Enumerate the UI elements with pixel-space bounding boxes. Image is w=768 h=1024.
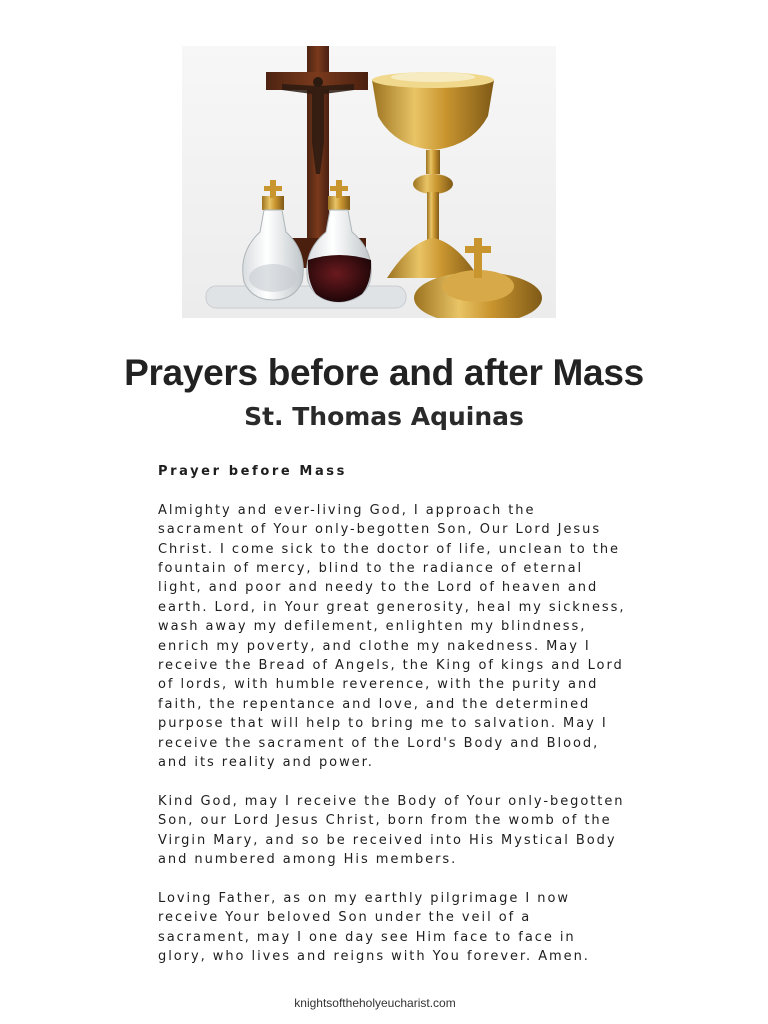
page-subtitle: St. Thomas Aquinas	[244, 402, 524, 431]
prayer-paragraph: Almighty and ever-living God, I approach the sacrament of Your only-begotten Son, Our Lord Jesus Christ. I come sick to the doctor of life, unclean to the fountain of mercy, blind to the radiance of eternal light, and poor and needy to the Lord of heaven and earth. Lord, in Your great generosity, heal my sickness, wash away my defilement, enlighten my blindness, enrich my poverty, and clothe my nakedness. May I receive the Bread of Angels, the King of kings and Lord of lords, with humble reverence, with the purity and faith, the repentance and love, and the determined purpose that will help to bring me to salvation. May I receive the sacrament of the Lord's Body and Blood, and its reality and power.	[158, 502, 626, 771]
prayer-paragraph: Loving Father, as on my earthly pilgrimage I now receive Your beloved Son under the veil of a sacrament, may I one day see Him face to face in glory, who lives and reigns with You forever. Amen.	[158, 890, 590, 965]
hero-image	[182, 46, 556, 318]
prayer-paragraph: Kind God, may I receive the Body of Your only-begotten Son, our Lord Jesus Christ, born from the womb of the Virgin Mary, and so be received into His Mystical Body and numbered among His members.	[158, 793, 625, 868]
page-title: Prayers before and after Mass	[124, 352, 644, 393]
prayer-body	[158, 462, 628, 986]
footer-website: knightsoftheholyeucharist.com	[294, 996, 456, 1010]
section-heading: Prayer before Mass	[158, 464, 347, 479]
